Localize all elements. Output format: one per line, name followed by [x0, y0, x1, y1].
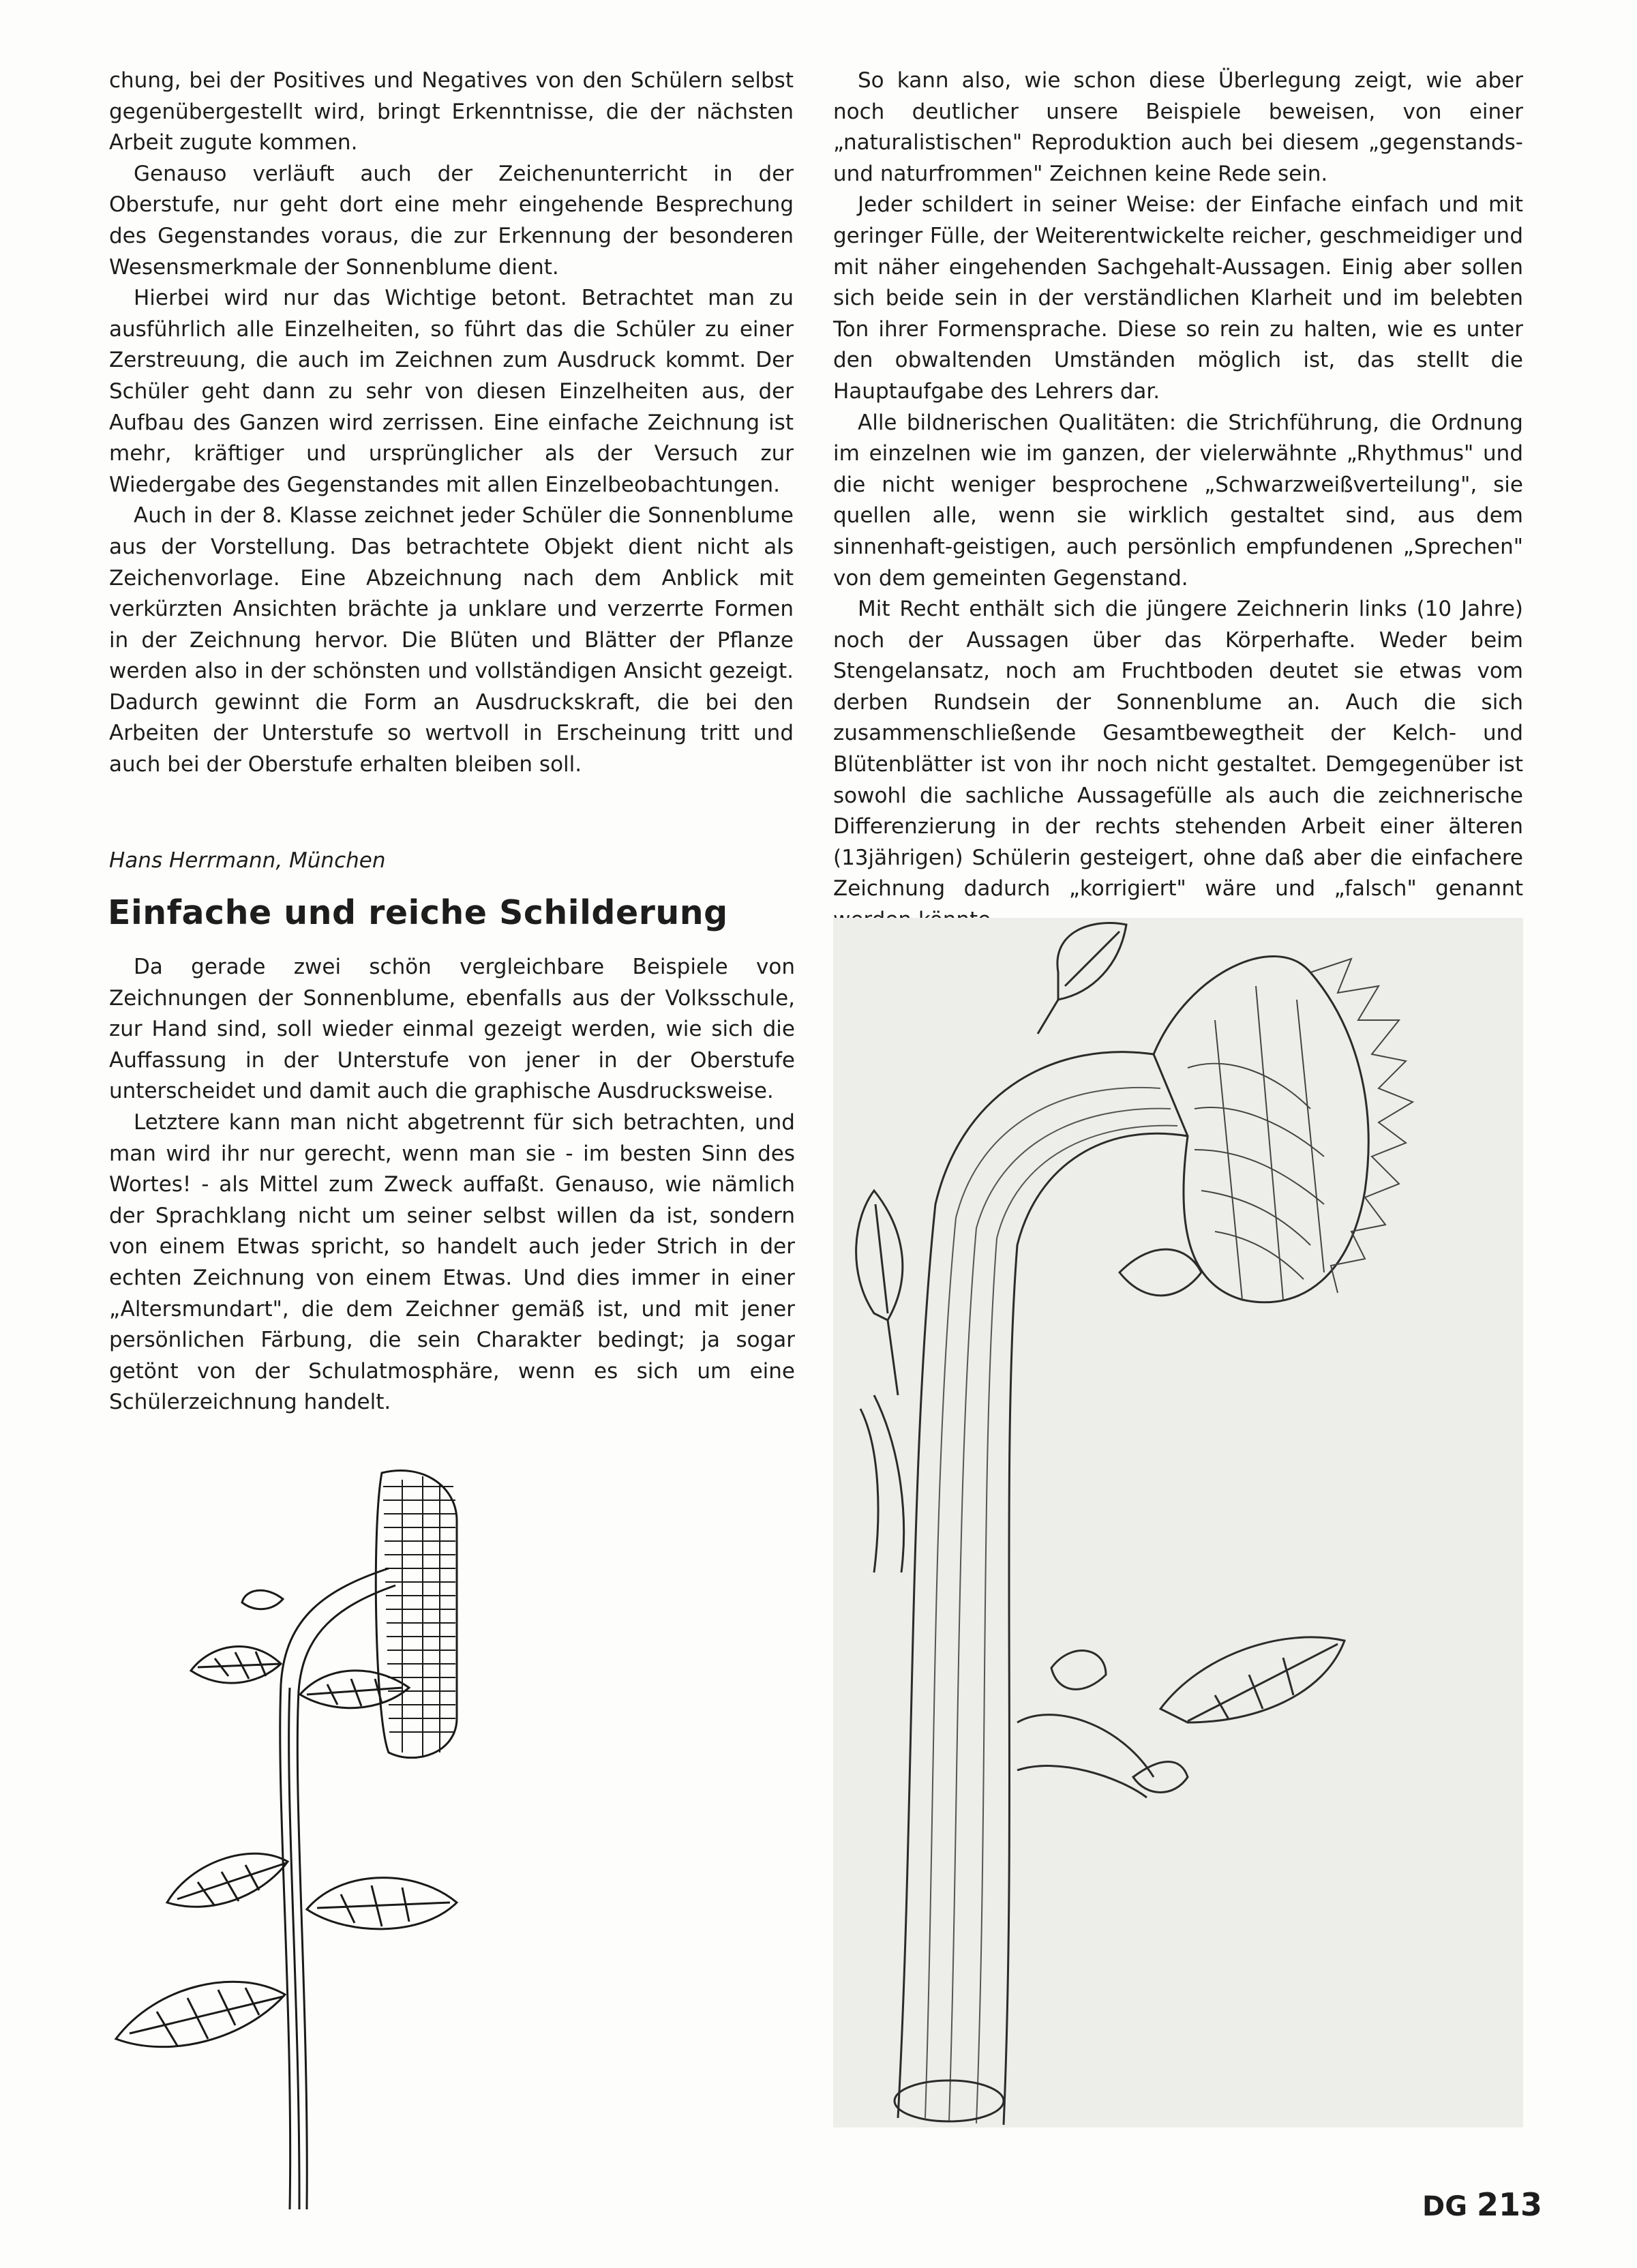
article-title: Einfache und reiche Schilderung — [108, 893, 728, 932]
body-paragraph: Letztere kann man nicht abgetrennt für sich betrachten, und man wird ihr nur gerecht, wenn man sie - im besten Sinn des Wortes! - als Mittel zum Zweck auffaßt. Genauso, wie nämlich der Sprachklang nicht um seiner selbst willen da ist, sondern von einem Etwas spricht, so handelt auch jeder Strich in der echten Zeichnung von einem Etwas. Und dies immer in einer „Altersmundart", die dem Zeichner gemäß ist, und mit jener persönlichen Färbung, die sein Charakter bedingt; ja sogar getönt von der Schulatmosphäre, wenn es sich um eine Schülerzeichnung handelt. — [109, 1109, 795, 1415]
body-paragraph: Auch in der 8. Klasse zeichnet jeder Schüler die Sonnenblume aus der Vorstellung. Das betrachtete Objekt dient nicht als Zeichenvorlage. Eine Abzeichnung nach dem Anblick mit verkürzten Ansichten brächte ja unklare und verzerrte Formen in der Zeichnung hervor. Die Blüten und Blätter der Pflanze werden also in der schönsten und vollständigen Ansicht gezeigt. Dadurch gewinnt die Form an Ausdruckskraft, die bei den Arbeiten der Unterstufe so wertvoll in Erscheinung tritt und auch bei der Oberstufe erhalten bleiben soll. — [109, 503, 794, 777]
sunflower-drawing-detailed — [833, 918, 1523, 2128]
page-folio — [1422, 2186, 1542, 2223]
body-paragraph: Hierbei wird nur das Wichtige betont. Betrachtet man zu ausführlich alle Einzelheiten, so führt das die Schüler zu einer Zerstreuung, die auch im Zeichnen zum Ausdruck kommt. Der Schüler geht dann zu sehr von diesen Einzelheiten aus, der Aufbau des Ganzen wird zerrissen. Eine einfache Zeichnung ist mehr, kräftiger und ursprünglicher als der Versuch zur Wiedergabe des Gegenstandes mit allen Einzelbeobachtungen. — [109, 286, 794, 497]
body-paragraph: chung, bei der Positives und Negatives von den Schülern selbst gegenübergestellt wird, bringt Erkenntnisse, die der nächsten Arbeit zugute kommen. — [109, 68, 794, 155]
body-paragraph: Genauso verläuft auch der Zeichenunterricht in der Oberstufe, nur geht dort eine mehr eingehende Besprechung des Gegenstandes voraus, die zur Erkennung der besonderen Wesensmerkmale der Sonnenblume dient. — [109, 161, 794, 280]
page-number: 213 — [1476, 2186, 1543, 2223]
body-paragraph: So kann also, wie schon diese Überlegung zeigt, wie aber noch deutlicher unsere Beispiele beweisen, von einer „naturalistischen" Reproduktion auch bei diesem „gegenstands- und naturfrommen" Zeichnen keine Rede sein. — [833, 68, 1523, 186]
author-line: Hans Herrmann, München — [109, 848, 386, 873]
article-body — [109, 952, 795, 1418]
left-column — [109, 65, 794, 781]
body-paragraph: Da gerade zwei schön vergleichbare Beispiele von Zeichnungen der Sonnenblume, ebenfalls aus der Volksschule, zur Hand sind, soll wieder einmal gezeigt werden, wie sich die Auffassung in der Unterstufe von jener in der Oberstufe unterscheidet und damit auch die graphische Ausdrucksweise. — [109, 955, 795, 1104]
body-paragraph: Alle bildnerischen Qualitäten: die Strichführung, die Ordnung im einzelnen wie im ganzen, der vielerwähnte „Rhythmus" und die nicht weniger besprochene „Schwarzweißverteilung", sie quellen alle, wenn sie wirklich gestaltet sind, aus dem sinnenhaft-geistigen, auch persönlich empfundenen „Sprechen" von dem gemeinten Gegenstand. — [833, 410, 1523, 591]
right-column — [833, 65, 1523, 936]
body-paragraph: Mit Recht enthält sich die jüngere Zeichnerin links (10 Jahre) noch der Aussagen über das Körperhafte. Weder beim Stengelansatz, noch am Fruchtboden deutet sie etwas vom derben Rundsein der Sonnenblume an. Auch die sich zusammenschließende Gesamtbewegtheit der Kelch- und Blütenblätter ist von ihr noch nicht gestaltet. Demgegenüber ist sowohl die sachliche Aussagefülle als auch die zeichnerische Differenzierung in der rechts stehenden Arbeit einer älteren (13jährigen) Schülerin gesteigert, ohne daß aber die einfachere Zeichnung dadurch „korrigiert" wäre und „falsch" genannt — [833, 597, 1523, 901]
journal-abbreviation: DG — [1422, 2191, 1468, 2222]
sunflower-drawing-simple — [102, 1459, 552, 2216]
body-paragraph: Jeder schildert in seiner Weise: der Einfache einfach und mit geringer Fülle, der Weiterentwickelte reicher, geschmeidiger und mit näher eingehenden Sachgehalt-Aussagen. Einig aber sollen sich beide sein in der verständlichen Klarheit und im belebten Ton ihrer Formensprache. Diese so rein zu halten, wie es unter den obwaltenden Umständen möglich ist, das stellt die Hauptaufgabe des Lehrers dar. — [833, 192, 1523, 404]
